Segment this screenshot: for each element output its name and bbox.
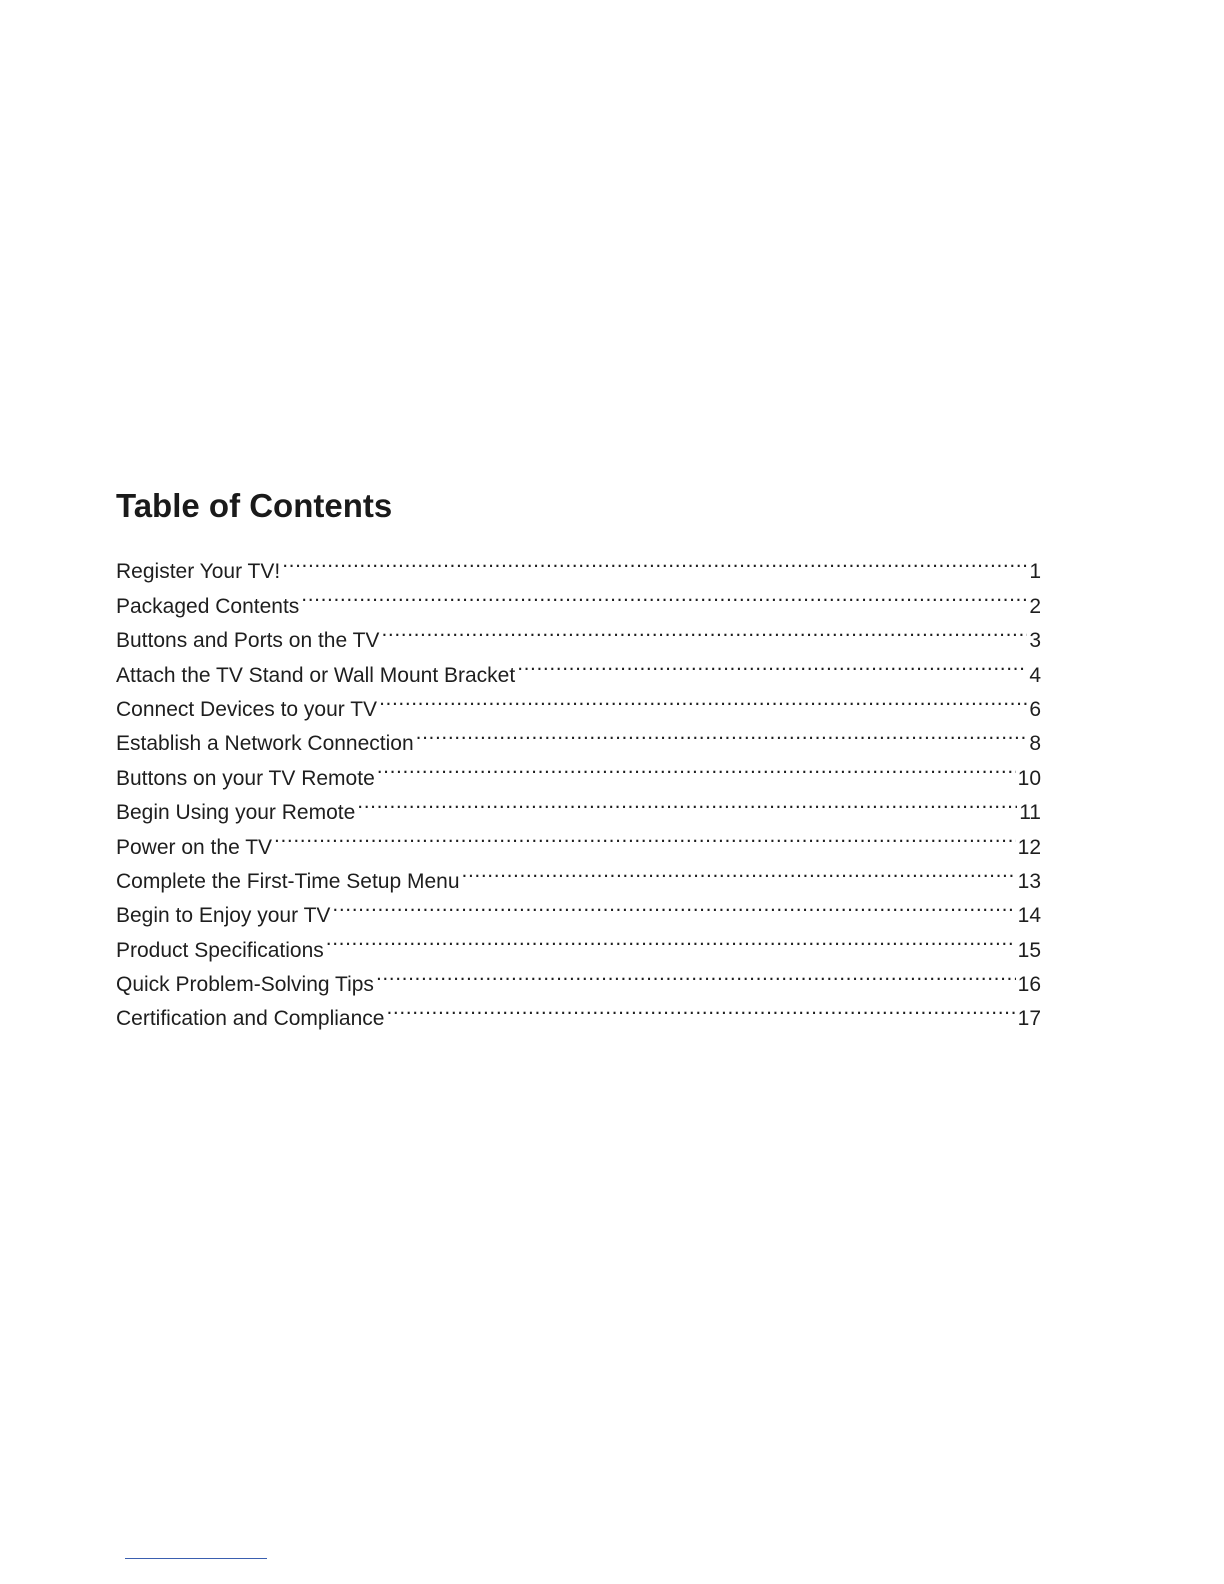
toc-entry-label: Begin Using your Remote [116, 801, 356, 825]
toc-entry-label: Product Specifications [116, 938, 324, 962]
toc-entry[interactable] [116, 544, 1041, 584]
toc-dot-leader [416, 716, 1028, 750]
toc-entry-page: 4 [1029, 663, 1041, 687]
toc-entry-label: Buttons and Ports on the TV [116, 629, 380, 653]
toc-entry-page: 6 [1029, 697, 1041, 721]
toc-dot-leader [386, 991, 1015, 1025]
toc-entry-page: 13 [1017, 869, 1041, 893]
toc-entry-page: 12 [1017, 835, 1041, 859]
toc-entry-label: Buttons on your TV Remote [116, 766, 375, 790]
toc-entry-label: Register Your TV! [116, 560, 281, 584]
toc-dot-leader [517, 647, 1027, 681]
toc-entry-page: 3 [1029, 629, 1041, 653]
footer-rule [125, 1558, 267, 1559]
toc-entry-label: Certification and Compliance [116, 1007, 385, 1031]
toc-entry-page: 16 [1017, 973, 1041, 997]
toc-dot-leader [376, 957, 1016, 991]
toc-list [116, 544, 1041, 1031]
toc-entry-label: Power on the TV [116, 835, 273, 859]
toc-entry-page: 17 [1017, 1007, 1041, 1031]
toc-entry-label: Begin to Enjoy your TV [116, 904, 331, 928]
toc-dot-leader [332, 888, 1015, 922]
table-of-contents [116, 482, 1041, 1031]
toc-dot-leader [274, 819, 1016, 853]
toc-dot-leader [381, 613, 1027, 647]
toc-entry-label: Quick Problem-Solving Tips [116, 973, 374, 997]
toc-dot-leader [282, 544, 1027, 578]
toc-entry-label: Complete the First-Time Setup Menu [116, 869, 460, 893]
toc-entry-page: 15 [1017, 938, 1041, 962]
toc-entry-page: 11 [1019, 801, 1041, 825]
toc-entry-page: 2 [1029, 594, 1041, 618]
toc-entry-page: 14 [1017, 904, 1041, 928]
toc-dot-leader [301, 578, 1027, 612]
toc-dot-leader [379, 682, 1027, 716]
toc-entry-label: Connect Devices to your TV [116, 697, 378, 721]
toc-entry-label: Packaged Contents [116, 594, 300, 618]
toc-entry-label: Establish a Network Connection [116, 732, 414, 756]
toc-entry-page: 1 [1029, 560, 1041, 584]
toc-dot-leader [357, 785, 1017, 819]
toc-title: Table of Contents [116, 487, 393, 524]
toc-dot-leader [377, 750, 1016, 784]
toc-entry-label: Attach the TV Stand or Wall Mount Bracket [116, 663, 516, 687]
toc-entry-page: 8 [1029, 732, 1041, 756]
toc-dot-leader [326, 922, 1016, 956]
toc-dot-leader [462, 854, 1016, 888]
toc-entry-page: 10 [1017, 766, 1041, 790]
